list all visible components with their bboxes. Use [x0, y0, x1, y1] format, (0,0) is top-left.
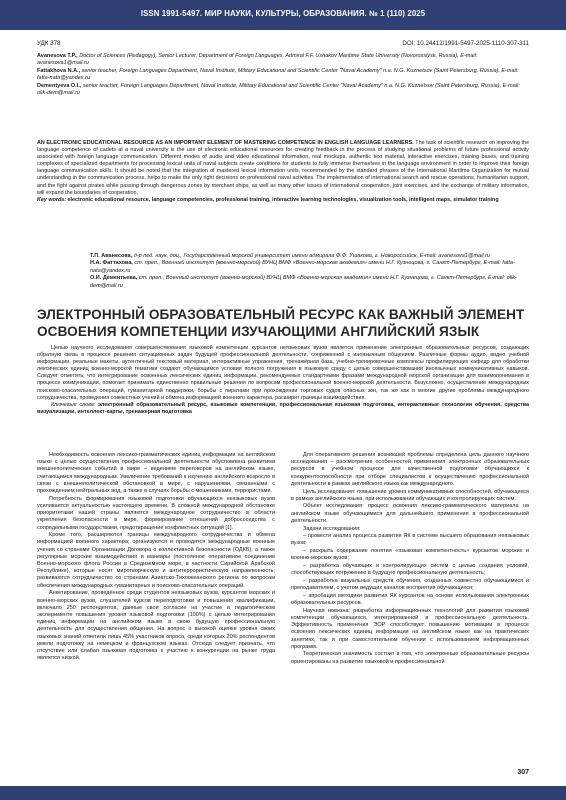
abstract-en: [37, 140, 529, 204]
authors-ru: [90, 253, 529, 290]
abstract-ru: [37, 345, 529, 416]
author-en-item: Fattakhova N.A., senior teacher, Foreign Languages Department, Naval Institute, Military Educational and Scientific Center "Naval Academy" n.a. N.G. Kuznetsov (Saint Petersburg, Russia), E-mail: fatta-nata@yandex.ru: [37, 67, 519, 82]
author-ru-item: Т.П. Аванесова, д-р пед. наук, доц., Государственный морской университет имени адмирала Ф.Ф. Ушакова, г. Новороссийск, E-mail: avanesova1@mail.ru: [90, 253, 490, 259]
list-item: – разработка обучающих и контролирующих систем с целью создания условий, способствующих погружению в будущую профессиональную деятельность;: [291, 563, 529, 577]
author-ru-item: О.И. Дементьева, ст. преп., Военный институт (военно-морской) ВУНЦ ВМФ «Военно-морская академия» имени Н.Г. Кузнецова, г. Санкт-Петербург, E-mail: olik-dem@mail.ru: [90, 275, 517, 289]
body-column-left: [37, 452, 275, 663]
paragraph: Объект исследования: процесс освоения лексико-грамматического материала на английском языке обучающимися для дальнейшего применения в профессиональной деятельности.: [291, 503, 529, 524]
abstract-ru-body: Целью научного исследования совершенствования языковой компетенции курсантов неязыковых вузов является применение электронных образовательных ресурсов, создающих обратную связь в процессе решения ситуационных задач будущей профессиональной деятельности, сопряженной с иноязычным общением. Различные формы аудио, видео учебной информации, реальные макеты, аутентичный текстовый материал, интерактивные упражнения, тренажёрная база, учебно-тренировочные комплексы профилирующих кафедр для обработки лексических единиц военно-морской тематики создают обучающимся условия полного погружения в языковую среду с целью совершенствования иноязычных коммуникативных навыков. Следует отметить, что интегрирование освоенных лексических единиц информации, рекомендуемых стандартными фразами международной морской организации для взаимопонимания в процессе коммуникации, помогает принимать единственно правильные решения по вопросам профессиональной военно-морской деятельности. Безусловно, осуществление международных поисково-спасательных операций, гуманитарной поддержки, борьбы с пиратами при прохождении торговых судов опасных зон, так же как и многие другие проблемы международного сотрудничества, проведения совместных учений и обмена информацией военного характера, расширит границы взаимодействия.: [37, 345, 529, 401]
author-ru-item: Н.А. Фаттахова, ст. преп., Военный институт (военно-морской) ВУНЦ ВМФ «Военно-морская академия» имени Н.Г. Кузнецова, г. Санкт-Петербург, E-mail: fatta-nata@yandex.ru: [90, 260, 515, 274]
keywords-en: electronic educational resource, language competencies, professional training, interactive learning technologies, visualization tools, intelligent maps, simulator training: [66, 196, 499, 203]
paragraph: Для оперативного решения возникшей проблемы определена цель данного научного исследования – рассмотрение особенностей применения электронных образовательных ресурсов в учебном процессе для качественной подготовки обучающихся к конкурентоспособности при отборе специалистов к осуществлению профессиональной деятельности в рамках английского языка как международного.: [291, 452, 529, 487]
abstract-en-body: The task of scientific research on improving the language competence of cadets at a naval university is the use of electronic educational resources for creating feedback in the process of studying situational problems of future professional activity associated with foreign language communication. Different modes of audio and video educational information, real mockups, authentic text material, interactive exercises, training bases, and training complexes of specialized departments for processing lexical units of naval subjects create conditions for students to fully immerse themselves in the language environment in order to improve their foreign language communication skills. It should be noted that the integration of mastered lexical information units, recommended by the standard phrases of the International Maritime Organization for mutual understanding in the communication process, helps to make the only right decisions on professional naval activities. The implementation of international search and rescue operations, humanitarian support, and the fight against pirates while passing through dangerous zones by merchant ships, as well as many other issues of international cooperation, joint exercises, and the exchange of military information, will expand the boundaries of cooperation.: [37, 140, 530, 196]
journal-header-band: [0, 0, 566, 30]
doi: DOI: 10.24412/1991-5497-2025-1110-307-311: [402, 40, 529, 47]
udc-code: УДК 378: [37, 40, 61, 47]
body-column-right: [291, 452, 529, 666]
list-item: – апробация методики развития ЯК курсантов на основе использования электронных образовательных ресурсов.: [291, 592, 529, 607]
journal-title: ISSN 1991-5497. МИР НАУКИ, КУЛЬТУРЫ, ОБРАЗОВАНИЯ. № 1 (110) 2025: [140, 9, 426, 18]
page-number: 307: [517, 769, 529, 776]
list-item: – раскрыть содержание понятия «языковая компетентность» курсантов морских и военно-морских вузов;: [291, 548, 529, 562]
article-title: ЭЛЕКТРОННЫЙ ОБРАЗОВАТЕЛЬНЫЙ РЕСУРС КАК ВАЖНЫЙ ЭЛЕМЕНТ ОСВОЕНИЯ КОМПЕТЕНЦИИ ИЗУЧАЮЩИМИ АНГЛИЙСКИЙ ЯЗЫК: [37, 307, 525, 339]
footer-band: [0, 786, 566, 800]
paragraph: Задачи исследования:: [303, 525, 361, 532]
paragraph: Кроме того, расширяются границы международного сотрудничества и обмена информацией военного характера; организуются и проводятся международные военные учения со странами Организации Договора о коллективной безопасности (ОДКБ), а также регулярные морские взаимодействия и маневры (постоянное оперативное соединение Военно-морского флота России в Средиземном море, в частности Сирийской Арабской Республике), которые носят миротворческую и антитеррористическую направленность; развиваются сотрудничество со странами Азиатско-Тихоокеанского региона по вопросам обеспечения международных гуманитарных и поисково-спасательных операций.: [37, 532, 275, 589]
author-en-item: Dementyeva O.I., senior teacher, Foreign Languages Department, Naval Institute, Military Educational and Scientific Center "Naval Academy" n.a. N.G. Kuznetsov (Saint Petersburg, Russia), E-mail: olik-dem@mail.ru: [37, 82, 520, 97]
list-item: – разработка визуальных средств обучения, созданных совместно обучающимися и преподавателем, с учетом ведущих каналов восприятия обучающихся;: [291, 577, 529, 592]
paragraph: Потребность формирования языковой подготовки обучающихся неязыковых вузов усиливается актуальностью настоящего времени. В сложной международной обстановке приоритетами нашей страны являются международное сотрудничество в области укрепления безопасности в мире, формирование отношений добрососедства с сопредельными государствами, предотвращение конфликтных ситуаций [1].: [37, 495, 275, 531]
paragraph: Анкетирование, проведённое среди студентов неязыковых вузов, курсантов морских и военно-морских вузов, слушателей курсов переподготовки и повышения квалификации, включало 250 респондентов, данные свои согласие на участие в педагогическом эксперименте повышения уровня языковой подготовки (100%) с целью интегрирования единиц информации на английском языке в свою будущую профессиональную деятельность для осуществления общения. На вопрос о высокой оценке уровня своих языковых знаний ответили лишь 45% участников опроса, среди которых 20% респондентов имели подготовку на немецком и французском языках. Отсюда следует признать, что отсутствие или слабая языковая подготовка к участию к конкуренции на рынке труда является низкой.: [37, 590, 275, 662]
paragraph: Теоретическая значимость состоит в том, что электронные образовательные ресурсы ориентированы на развитие языковой и профессиональной: [291, 651, 529, 665]
paragraph: Научная новизна: разработка информационных технологий для развития языковой компетенции обучающихся, интегрированной в профессиональную деятельность. Эффективность применения ЭОР способствует повышению мотивации в процессе освоения лексических единиц информации на английском языке как на практических занятиях, так и при самостоятельном обучении с использованием информационных программ.: [291, 607, 529, 650]
author-en-item: Avanesova T.P., Doctor of Sciences (Pedagogy), Senior Lecturer, Department of Foreign Languages, Admiral F.F. Ushakov Maritime State University (Novorossiysk, Russia), E-mail: avanesova1@mail.ru: [37, 53, 478, 67]
keywords-ru: электронный образовательный ресурс, языковые компетенции, профессиональная языковая подготовка, интерактивные технологии обучения, средства визуализации, интеллект-карты, тренажерная подготовка: [37, 401, 529, 415]
list-item: – провести анализ процесса развития ЯК в системе высшего образования неязыковых вузов;: [291, 533, 529, 547]
keywords-ru-label: Ключевые слова:: [51, 401, 96, 408]
authors-en: [37, 53, 529, 97]
meta-line: [37, 40, 529, 47]
keywords-en-label: Key words:: [37, 196, 67, 203]
paragraph: Цель исследования: повышение уровня коммуникативных способностей, обучающихся в рамках английского языка, при использовании обучающих и контролирующих систем.: [291, 488, 529, 502]
paragraph: Необходимость освоения лексико-грамматических единиц информации на английском языке с целью осуществления профессиональной деятельности обусловлена развитием внешнеполитических событий в мире – ведением переговоров на английском языке, считающимся международным. Увеличение требований к изучению английского возросло в связи с внешнеполитической обстановкой в мире, с нарушениями, связанными с прохождением нейтральных вод, а также в случаях борьбы с мошенниками, террористами.: [37, 452, 275, 495]
abstract-en-title: AN ELECTRONIC EDUCATIONAL RESOURCE AS AN IMPORTANT ELEMENT OF MASTERING COMPETENCE IN ENGLISH LANGUAGE LEARNERS.: [37, 140, 414, 146]
